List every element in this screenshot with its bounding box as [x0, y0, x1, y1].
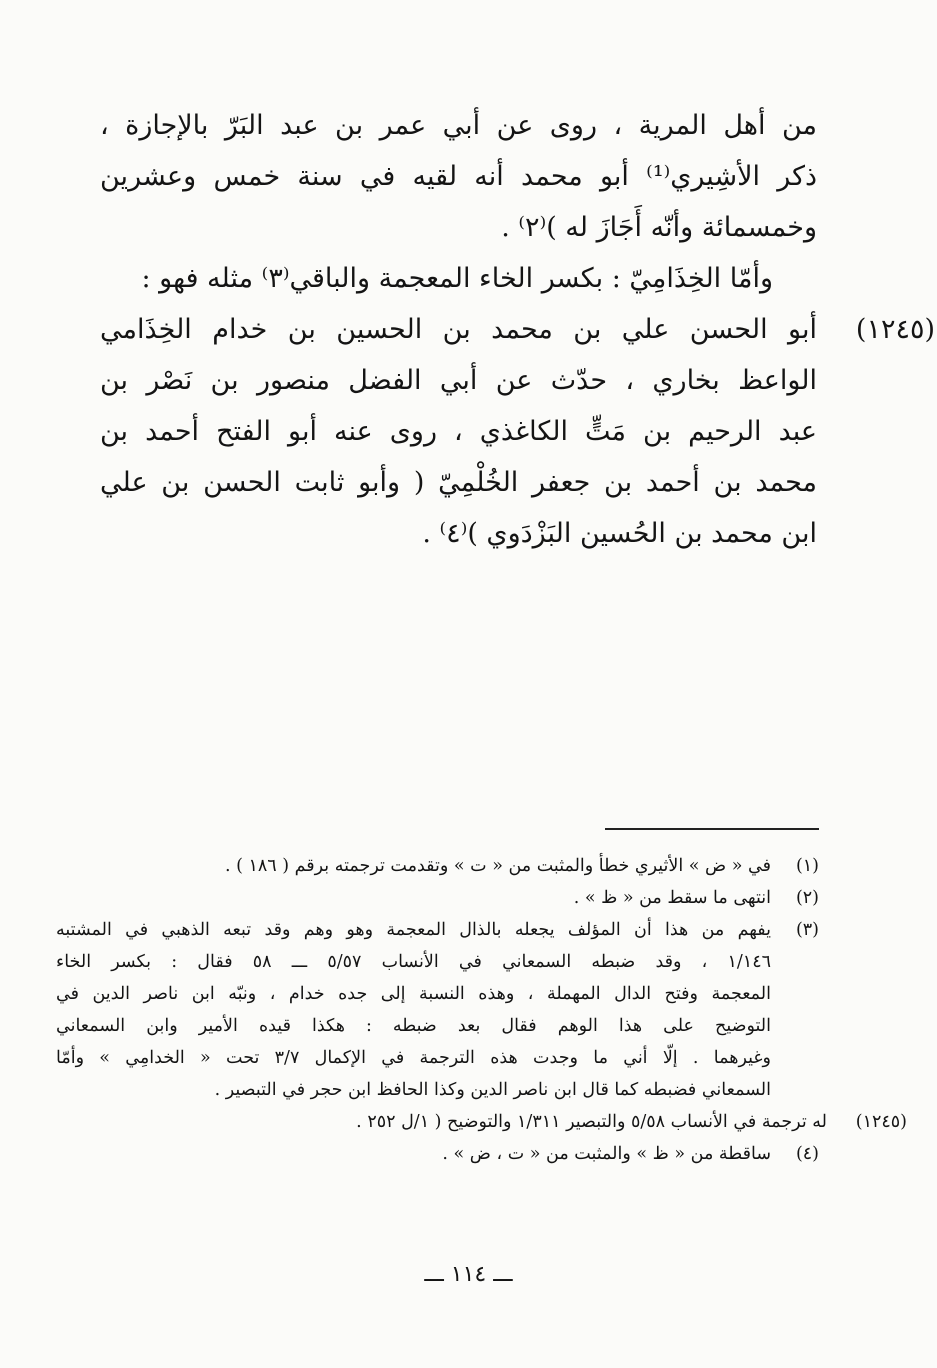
biography-entry	[100, 304, 935, 559]
footnote-line: التوضيح على هذا الوهم فقال بعد ضبطه : هكذا قيده الأمير وابن السمعاني	[56, 1016, 771, 1036]
text-line: محمد بن أحمد بن جعفر الخُلْمِيّ ( وأبو ثابت الحسن بن علي	[100, 467, 817, 498]
footnote-line: المعجمة وفتح الدال المهملة ، وهذه النسبة إلى جده خدام ، ونبّه ابن ناصر الدين في	[56, 984, 771, 1004]
text-line: وخمسمائة وأنّه أَجَازَ له )⁽٢⁾ .	[501, 212, 817, 243]
footnote-number: (٤)	[795, 1144, 819, 1164]
text-line: أبو الحسن علي بن محمد بن الحسين بن خدام الخِذَامي	[100, 314, 817, 345]
footnote-line: في « ض » الأثيري خطأ والمثبت من « ت » وتقدمت ترجمته برقم ( ١٨٦ ) .	[224, 856, 771, 876]
entry-number: (١٢٤٥)	[855, 314, 935, 345]
footnote	[78, 1106, 907, 1138]
footnote-line: له ترجمة في الأنساب ٥/٥٨ والتبصير ١/٣١١ والتوضيح ( ١/ل ٢٥٢ .	[356, 1112, 827, 1132]
footnote-number: (٣)	[795, 920, 819, 940]
footnote-line: يفهم من هذا أن المؤلف يجعله بالذال المعجمة وهو وهم وقد تبعه الذهبي في المشتبه	[56, 920, 771, 940]
footnote-number: (١)	[795, 856, 819, 876]
page-number: ـــ ١١٤ ـــ	[424, 1262, 513, 1287]
text-line: من أهل المرية ، روى عن أبي عمر بن عبد البَرّ بالإجازة ،	[100, 110, 817, 141]
footnote	[78, 850, 819, 882]
footnote	[56, 914, 819, 1106]
footnote-line: وغيرهما . إلّا أني ما وجدت هذه الترجمة في الإكمال ٣/٧ تحت « الخدامِي » وأمّا	[56, 1048, 771, 1068]
footnote-line: ساقطة من « ظ » والمثبت من « ت ، ض » .	[442, 1144, 771, 1164]
text-line: ابن محمد بن الحُسين البَزْدَوي )⁽٤⁾ .	[422, 518, 817, 549]
text-line: ذكر الأشِيري⁽¹⁾ أبو محمد أنه لقيه في سنة خمس وعشرين	[100, 161, 817, 192]
footnote	[78, 1138, 819, 1170]
main-text	[100, 100, 935, 559]
footnote	[78, 882, 819, 914]
footnote-number: (٢)	[795, 888, 819, 908]
footnote-number: (١٢٤٥)	[855, 1112, 907, 1132]
text-line: وأمّا الخِذَامِيّ : بكسر الخاء المعجمة والباقي⁽٣⁾ مثله فهو :	[141, 263, 773, 294]
text-line: الواعظ بخاري ، حدّث عن أبي الفضل منصور بن نَصْر بن	[100, 365, 817, 396]
footnotes	[56, 850, 907, 1170]
footnote-line: انتهى ما سقط من « ظ » .	[573, 888, 771, 908]
footnote-line: ١/١٤٦ ، وقد ضبطه السمعاني في الأنساب ٥/٥٧ ـــ ٥٨ فقال : بكسر الخاء	[56, 952, 771, 972]
footnote-separator	[605, 828, 819, 830]
text-line: عبد الرحيم بن مَتٍّ الكاغذي ، روى عنه أبو الفتح أحمد بن	[100, 416, 817, 447]
footnote-line: السمعاني فضبطه كما قال ابن ناصر الدين وكذا الحافظ ابن حجر في التبصير .	[214, 1080, 771, 1100]
